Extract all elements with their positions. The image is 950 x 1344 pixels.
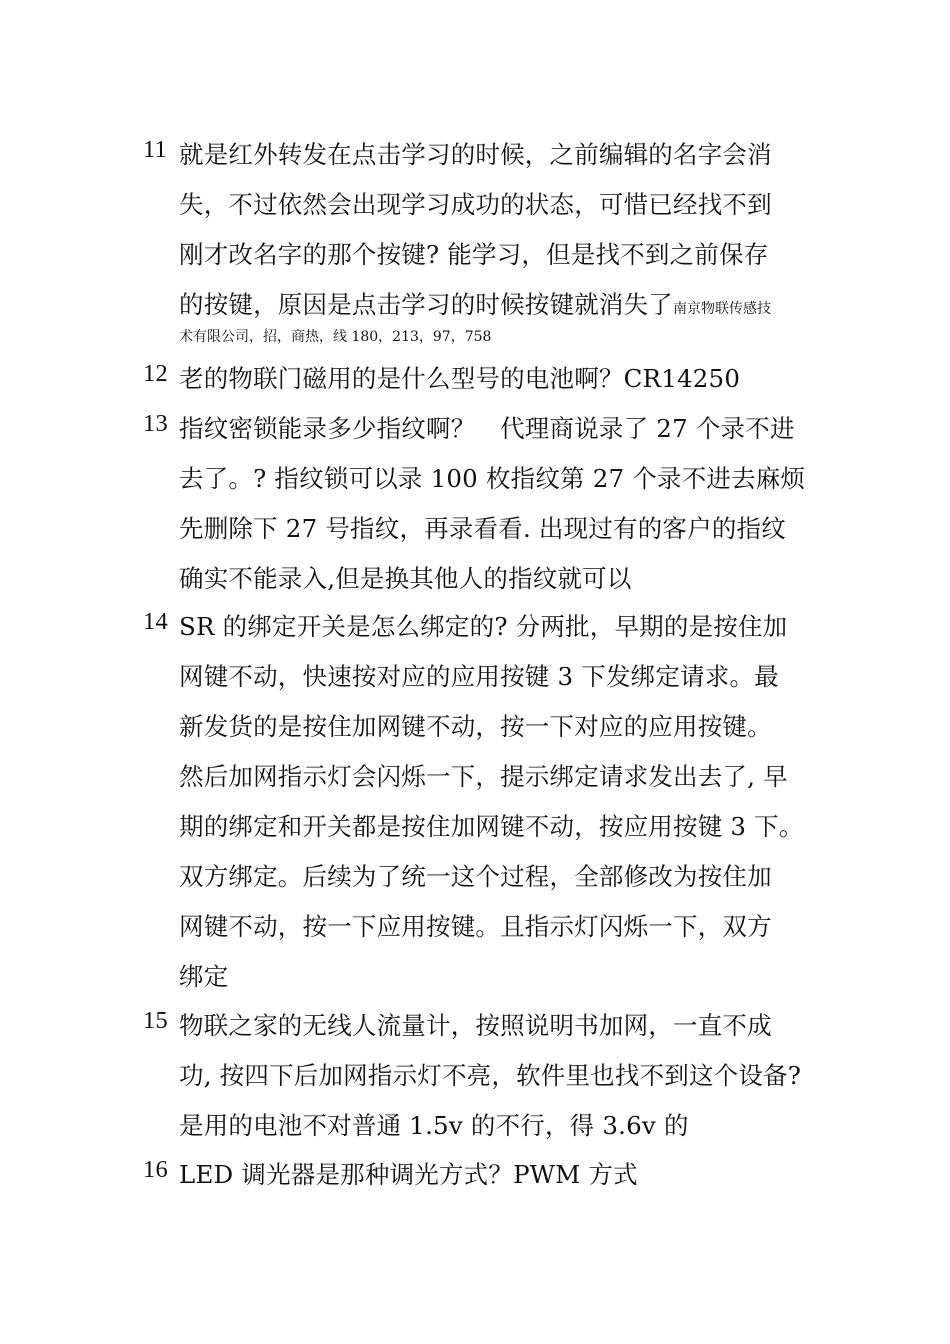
faq-item-11 bbox=[143, 136, 833, 346]
item-text-line: 网键不动，快速按对应的应用按键 3 下发绑定请求。最 bbox=[179, 662, 779, 691]
item-text-line: 就是红外转发在点击学习的时候，之前编辑的名字会消 bbox=[179, 140, 772, 169]
item-text-line: 网键不动，按一下应用按键。且指示灯闪烁一下，双方 bbox=[179, 912, 772, 941]
inline-small-note: 南京物联传感技 bbox=[673, 301, 771, 317]
item-text-line: 双方绑定。后续为了统一这个过程，全部修改为按住加 bbox=[179, 862, 772, 891]
item-number: 14 bbox=[143, 608, 168, 635]
item-text-line: 老的物联门磁用的是什么型号的电池啊？CR14250 bbox=[179, 364, 741, 393]
item-number: 15 bbox=[143, 1007, 168, 1034]
item-text-line: 是用的电池不对普通 1.5v 的不行，得 3.6v 的 bbox=[179, 1111, 689, 1140]
item-text-line: 确实不能录入,但是换其他人的指纹就可以 bbox=[179, 564, 632, 593]
faq-item-16 bbox=[143, 1156, 833, 1196]
small-note-line: 术有限公司，招，商热，线 180，213，97，758 bbox=[179, 329, 492, 345]
faq-item-12 bbox=[143, 360, 833, 400]
faq-item-13 bbox=[143, 410, 833, 610]
item-text-line-with-note bbox=[179, 286, 771, 321]
item-number: 16 bbox=[143, 1156, 168, 1183]
faq-item-14 bbox=[143, 608, 833, 1008]
item-text-line: 绑定 bbox=[179, 962, 229, 991]
item-number: 12 bbox=[143, 360, 168, 387]
item-text-line: 失，不过依然会出现学习成功的状态，可惜已经找不到 bbox=[179, 190, 772, 219]
item-number: 11 bbox=[143, 136, 167, 163]
item-text-line: SR 的绑定开关是怎么绑定的? 分两批，早期的是按住加 bbox=[179, 612, 788, 641]
item-text-line: 先删除下 27 号指纹，再录看看. 出现过有的客户的指纹 bbox=[179, 514, 786, 543]
item-text-line: 功, 按四下后加网指示灯不亮，软件里也找不到这个设备? bbox=[179, 1061, 802, 1090]
item-text: 的按键，原因是点击学习的时候按键就消失了 bbox=[179, 290, 673, 319]
item-text-line: 新发货的是按住加网键不动，按一下对应的应用按键。 bbox=[179, 712, 772, 741]
item-text-line: 期的绑定和开关都是按住加网键不动，按应用按键 3 下。 bbox=[179, 812, 804, 841]
item-text-line: 然后加网指示灯会闪烁一下，提示绑定请求发出去了, 早 bbox=[179, 762, 788, 791]
item-text-line: 物联之家的无线人流量计，按照说明书加网，一直不成 bbox=[179, 1011, 772, 1040]
item-text-line: 刚才改名字的那个按键? 能学习，但是找不到之前保存 bbox=[179, 240, 769, 269]
faq-item-15 bbox=[143, 1007, 833, 1157]
item-text-line: LED 调光器是那种调光方式？PWM 方式 bbox=[179, 1160, 638, 1189]
item-number: 13 bbox=[143, 410, 168, 437]
item-text-line: 去了。? 指纹锁可以录 100 枚指纹第 27 个录不进去麻烦 bbox=[179, 464, 806, 493]
item-text-line: 指纹密锁能录多少指纹啊？ 代理商说录了 27 个录不进 bbox=[179, 414, 795, 443]
